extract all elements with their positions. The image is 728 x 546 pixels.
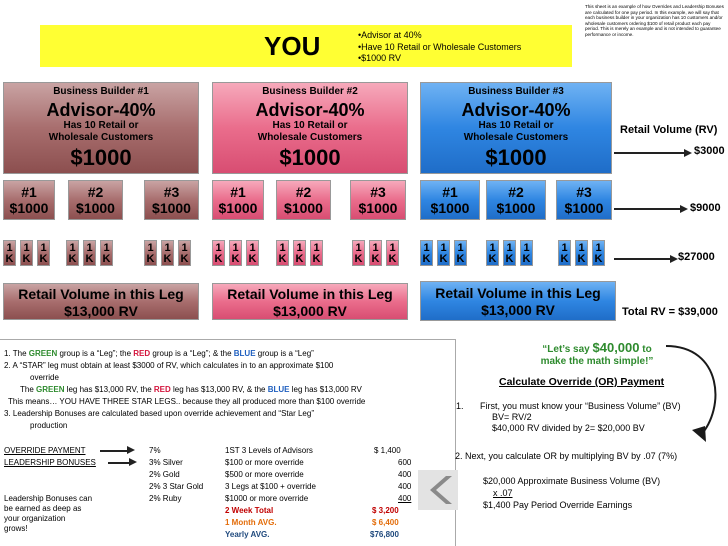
builder-desc: Has 10 Retail or xyxy=(272,120,348,132)
builder-rank: Advisor-40% xyxy=(255,99,365,120)
rv-value: $3000 xyxy=(694,145,725,157)
business-builder-3 xyxy=(420,82,612,174)
lb-desc: 3 Legs at $100 + override xyxy=(225,482,316,491)
k-box xyxy=(178,240,191,266)
k-box-label: K xyxy=(522,253,531,265)
k-box-count: 1 xyxy=(355,242,362,254)
calc-line-2: x .07 xyxy=(493,488,513,498)
k-box xyxy=(37,240,50,266)
k-box-label: K xyxy=(422,253,431,265)
you-banner xyxy=(40,25,572,67)
leg-label: Retail Volume in this Leg xyxy=(435,285,601,301)
lb-note-line: be earned as deep as xyxy=(4,504,82,513)
level2-number: #2 xyxy=(508,184,524,200)
rv-arrowhead xyxy=(680,205,688,213)
leg-amount: $13,000 RV xyxy=(481,302,555,318)
k-box xyxy=(558,240,571,266)
k-box-count: 1 xyxy=(279,242,286,254)
rv-value: $9000 xyxy=(690,202,721,214)
lb-note xyxy=(4,494,92,534)
red-word: RED xyxy=(153,385,171,394)
you-bullet: •Advisor at 40% xyxy=(358,30,422,40)
level2-amount: $1000 xyxy=(496,200,536,216)
builder-rank: Advisor-40% xyxy=(461,99,571,120)
you-bullet: •Have 10 Retail or Wholesale Customers xyxy=(358,41,522,52)
override-desc: 1ST 3 Levels of Advisors xyxy=(225,446,313,455)
leg-amount: $13,000 RV xyxy=(64,303,138,319)
k-box-count: 1 xyxy=(313,242,320,254)
math-quote xyxy=(522,342,672,368)
k-box-label: K xyxy=(312,253,321,265)
k-box-label: K xyxy=(22,253,31,265)
text: leg has $13,000 RV, & the xyxy=(170,385,268,394)
text: group is a “Leg”; the xyxy=(57,349,134,358)
lb-amount: 400 xyxy=(398,494,412,503)
rv-header: Retail Volume (RV) xyxy=(620,124,718,136)
point-2-summary: This means… YOU HAVE THREE STAR LEGS.. because they all produced more than $100 override xyxy=(8,397,366,406)
leg-volume-3 xyxy=(420,281,616,321)
k-box xyxy=(369,240,382,266)
builder-title: Business Builder #2 xyxy=(262,86,358,97)
level2-box xyxy=(3,180,55,220)
text: 1. The xyxy=(4,349,29,358)
k-box-count: 1 xyxy=(181,242,188,254)
leg-amount: $13,000 RV xyxy=(273,303,347,319)
builder-desc: Wholesale Customers xyxy=(48,131,154,143)
level2-number: #1 xyxy=(21,184,37,200)
you-bullet: •$1000 RV xyxy=(358,53,402,63)
total-amount: $76,800 xyxy=(370,530,399,539)
k-box-label: K xyxy=(577,253,586,265)
k-box xyxy=(310,240,323,266)
k-box-label: K xyxy=(68,253,77,265)
lb-desc: $1000 or more override xyxy=(225,494,309,503)
level2-number: #2 xyxy=(295,184,312,200)
k-box-count: 1 xyxy=(232,242,239,254)
k-box xyxy=(66,240,79,266)
blue-word: BLUE xyxy=(233,349,256,358)
level2-number: #3 xyxy=(370,184,386,200)
k-box xyxy=(486,240,499,266)
total-label: Yearly AVG. xyxy=(225,530,270,539)
level2-amount: $1000 xyxy=(430,200,470,216)
text: leg has $13,000 RV, the xyxy=(64,385,154,394)
k-box xyxy=(212,240,225,266)
level2-box xyxy=(486,180,546,220)
k-box-count: 1 xyxy=(103,242,110,254)
level2-amount: $1000 xyxy=(218,200,258,216)
k-box-count: 1 xyxy=(578,242,585,254)
level2-box xyxy=(556,180,612,220)
leg-volume-2 xyxy=(212,283,408,320)
total-label: 1 Month AVG. xyxy=(225,518,277,527)
k-box-count: 1 xyxy=(440,242,447,254)
level2-box xyxy=(420,180,480,220)
builder-desc: Has 10 Retail or xyxy=(63,120,139,132)
k-box-label: K xyxy=(5,253,14,265)
k-box-count: 1 xyxy=(523,242,530,254)
k-box xyxy=(276,240,289,266)
k-box-count: 1 xyxy=(372,242,379,254)
level2-amount: $1000 xyxy=(358,200,398,216)
k-box xyxy=(246,240,259,266)
rv-arrow xyxy=(614,258,672,260)
you-title: YOU xyxy=(264,31,321,61)
builder-rank: Advisor-40% xyxy=(46,99,156,120)
table-arrowhead xyxy=(127,446,135,454)
step-1: First, you must know your “Business Volume” (BV) xyxy=(480,401,681,411)
k-box-count: 1 xyxy=(389,242,396,254)
lb-pct: 3% Silver xyxy=(149,458,183,467)
k-box-label: K xyxy=(594,253,603,265)
blue-word: BLUE xyxy=(267,385,290,394)
rv-arrow xyxy=(614,152,686,154)
lb-amount: 400 xyxy=(398,470,412,479)
k-box-label: K xyxy=(163,253,172,265)
builder-title: Business Builder #1 xyxy=(53,86,149,97)
k-box-label: K xyxy=(248,253,257,265)
builder-amount: $1000 xyxy=(279,145,341,171)
calc-heading: Calculate Override (OR) Payment xyxy=(499,376,665,388)
builder-title: Business Builder #3 xyxy=(468,86,564,97)
level2-number: #3 xyxy=(576,184,592,200)
rv-arrowhead xyxy=(684,149,692,157)
point-1 xyxy=(4,349,314,359)
calc-line-3: $1,400 Pay Period Override Earnings xyxy=(483,500,633,510)
k-box-count: 1 xyxy=(296,242,303,254)
k-box-count: 1 xyxy=(423,242,430,254)
k-box xyxy=(420,240,433,266)
k-box-label: K xyxy=(214,253,223,265)
k-box-count: 1 xyxy=(457,242,464,254)
level2-amount: $1000 xyxy=(76,200,115,216)
rv-arrow xyxy=(614,208,682,210)
quote-text: to xyxy=(639,344,652,355)
k-box xyxy=(144,240,157,266)
point-3: 3. Leadership Bonuses are calculated based upon override achievement and “Star Leg” xyxy=(4,409,314,418)
step-1-formula: BV= RV/2 xyxy=(492,412,532,422)
level2-box xyxy=(68,180,123,220)
k-box-label: K xyxy=(295,253,304,265)
lb-amount: 400 xyxy=(398,482,412,491)
table-arrow xyxy=(108,462,130,464)
level2-amount: $1000 xyxy=(284,200,323,216)
override-amount: $ 1,400 xyxy=(374,446,401,455)
lb-note-line: grows! xyxy=(4,524,28,533)
quote-amount: $40,000 xyxy=(592,340,640,355)
step-1-calc: $40,000 RV divided by 2= $20,000 BV xyxy=(492,423,645,433)
leg-volume-1 xyxy=(3,283,199,320)
total-label: 2 Week Total xyxy=(225,506,274,515)
k-box-label: K xyxy=(439,253,448,265)
lb-pct: 2% Ruby xyxy=(149,494,182,503)
k-box xyxy=(229,240,242,266)
k-box-count: 1 xyxy=(164,242,171,254)
k-box-count: 1 xyxy=(561,242,568,254)
override-pct: 7% xyxy=(149,446,161,455)
override-label: OVERRIDE PAYMENT xyxy=(4,446,86,455)
level2-box xyxy=(212,180,264,220)
step-1-number: 1. xyxy=(456,401,464,411)
text: The xyxy=(20,385,37,394)
point-2: 2. A “STAR” leg must obtain at least $3000 of RV, which calculates in to an approximate $100 xyxy=(4,361,334,370)
point-2-cont: override xyxy=(30,373,59,382)
k-box-label: K xyxy=(388,253,397,265)
lb-desc: $500 or more override xyxy=(225,470,304,479)
total-amount: $ 3,200 xyxy=(372,506,399,515)
k-box xyxy=(3,240,16,266)
builder-desc: Wholesale Customers xyxy=(463,131,569,143)
k-box-count: 1 xyxy=(86,242,93,254)
k-box-label: K xyxy=(180,253,189,265)
k-box xyxy=(83,240,96,266)
quote-text: make the math simple!” xyxy=(540,356,654,367)
k-box-label: K xyxy=(456,253,465,265)
business-builder-1 xyxy=(3,82,199,174)
k-box xyxy=(352,240,365,266)
k-box-label: K xyxy=(146,253,155,265)
level2-amount: $1000 xyxy=(9,200,49,216)
k-box-label: K xyxy=(505,253,514,265)
step-2: 2. Next, you calculate OR by multiplying BV by .07 (7%) xyxy=(455,451,678,461)
k-box-label: K xyxy=(371,253,380,265)
k-box xyxy=(520,240,533,266)
builder-amount: $1000 xyxy=(485,145,547,171)
k-box-label: K xyxy=(488,253,497,265)
red-word: RED xyxy=(133,349,151,358)
text: group is a “Leg” xyxy=(255,349,314,358)
total-rv: Total RV = $39,000 xyxy=(622,306,718,318)
level2-number: #3 xyxy=(163,184,180,200)
total-amount: $ 6,400 xyxy=(372,518,399,527)
lb-pct: 2% 3 Star Gold xyxy=(149,482,204,491)
curved-arrow-icon xyxy=(652,338,728,448)
k-box-count: 1 xyxy=(506,242,513,254)
k-box xyxy=(161,240,174,266)
calc-line-1: $20,000 Approximate Business Volume (BV) xyxy=(483,476,661,486)
k-box-count: 1 xyxy=(489,242,496,254)
you-bullets xyxy=(358,30,521,65)
lb-amount: 600 xyxy=(398,458,412,467)
k-box-label: K xyxy=(354,253,363,265)
k-box-count: 1 xyxy=(69,242,76,254)
point-3-cont: production xyxy=(30,421,68,430)
leg-label: Retail Volume in this Leg xyxy=(227,286,393,302)
builder-desc: Wholesale Customers xyxy=(257,131,363,143)
k-box-count: 1 xyxy=(249,242,256,254)
k-box xyxy=(592,240,605,266)
k-box xyxy=(293,240,306,266)
table-arrowhead xyxy=(129,458,137,466)
k-box-count: 1 xyxy=(40,242,47,254)
level2-box xyxy=(144,180,199,220)
k-box xyxy=(386,240,399,266)
level2-amount: $1000 xyxy=(564,200,604,216)
k-box xyxy=(575,240,588,266)
k-box-label: K xyxy=(278,253,287,265)
level2-amount: $1000 xyxy=(152,200,191,216)
lb-pct: 2% Gold xyxy=(149,470,180,479)
k-box-label: K xyxy=(102,253,111,265)
leg-label: Retail Volume in this Leg xyxy=(18,286,184,302)
lb-note-line: Leadership Bonuses can xyxy=(4,494,93,503)
rv-arrowhead xyxy=(670,255,678,263)
lb-desc: $100 or more override xyxy=(225,458,304,467)
table-arrow xyxy=(100,450,128,452)
k-box xyxy=(437,240,450,266)
k-box xyxy=(20,240,33,266)
k-box xyxy=(100,240,113,266)
level2-box xyxy=(276,180,331,220)
k-box-label: K xyxy=(560,253,569,265)
builder-desc: Has 10 Retail or xyxy=(478,120,554,132)
leadership-label: LEADERSHIP BONUSES xyxy=(4,458,96,467)
level2-number: #2 xyxy=(87,184,104,200)
k-box-label: K xyxy=(85,253,94,265)
chevron-left-icon xyxy=(418,470,458,510)
green-word: GREEN xyxy=(28,349,58,358)
k-box-count: 1 xyxy=(215,242,222,254)
text: group is a “Leg”; & the xyxy=(150,349,234,358)
k-box-count: 1 xyxy=(147,242,154,254)
lb-note-line: your organization xyxy=(4,514,66,523)
business-builder-2 xyxy=(212,82,408,174)
k-box xyxy=(503,240,516,266)
builder-amount: $1000 xyxy=(70,145,132,171)
level2-number: #1 xyxy=(442,184,458,200)
k-box-label: K xyxy=(39,253,48,265)
k-box-count: 1 xyxy=(6,242,13,254)
level2-number: #1 xyxy=(230,184,246,200)
k-box-count: 1 xyxy=(595,242,602,254)
text: leg has $13,000 RV xyxy=(289,385,362,394)
point-2-legs xyxy=(20,385,362,395)
rv-value: $27000 xyxy=(678,251,715,263)
green-word: GREEN xyxy=(36,385,65,394)
k-box-label: K xyxy=(231,253,240,265)
level2-box xyxy=(350,180,406,220)
k-box xyxy=(454,240,467,266)
k-box-count: 1 xyxy=(23,242,30,254)
disclaimer: This sheet is an example of how Overrides and Leadership Bonuses are calculated for one pay period. In this example, we will say that each business builder in your organization has 10 customers and/or wholesale customers ordering $100 of retail product each pay period. This is merely an example and is not intended to guarantee performance or income. xyxy=(585,4,724,37)
quote-text: “Let’s say xyxy=(542,344,593,355)
